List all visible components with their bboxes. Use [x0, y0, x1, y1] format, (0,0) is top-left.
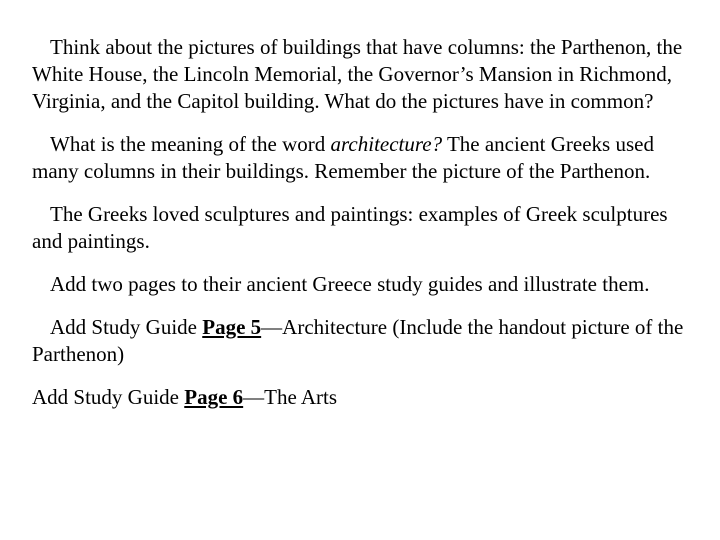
page-6-prefix: Add Study Guide [32, 385, 185, 409]
paragraph-study-guide-page-6 [32, 384, 692, 411]
page-6-reference: Page 6 [184, 385, 244, 409]
paragraph-columns-buildings: Think about the pictures of buildings that have columns: the Parthenon, the White House, the Lincoln Memorial, the Governor’s Mansion in Richmond, Virginia, and the Capitol building. What do the pictures have in common? [32, 35, 683, 113]
paragraph-architecture-meaning [32, 131, 692, 185]
page-5-reference: Page 5 [202, 315, 262, 339]
page-5-prefix: Add Study Guide [50, 315, 203, 339]
paragraph-sculptures-paintings: The Greeks loved sculptures and paintings: examples of Greek sculptures and paintings. [32, 202, 668, 253]
paragraph-architecture-text-start: What is the meaning of the word [50, 132, 331, 156]
document-body [32, 34, 692, 411]
paragraph-architecture-text-end: The ancient Greeks used many columns in their buildings. Remember the picture of the Parthenon. [32, 132, 654, 183]
architecture-term: architecture? [330, 132, 443, 156]
page-6-description: —The Arts [243, 385, 338, 409]
paragraph-study-guide-page-5 [32, 314, 692, 368]
page-5-description: —Architecture (Include the handout picture of the Parthenon) [32, 315, 684, 366]
paragraph-study-guide-pages: Add two pages to their ancient Greece study guides and illustrate them. [50, 272, 650, 296]
